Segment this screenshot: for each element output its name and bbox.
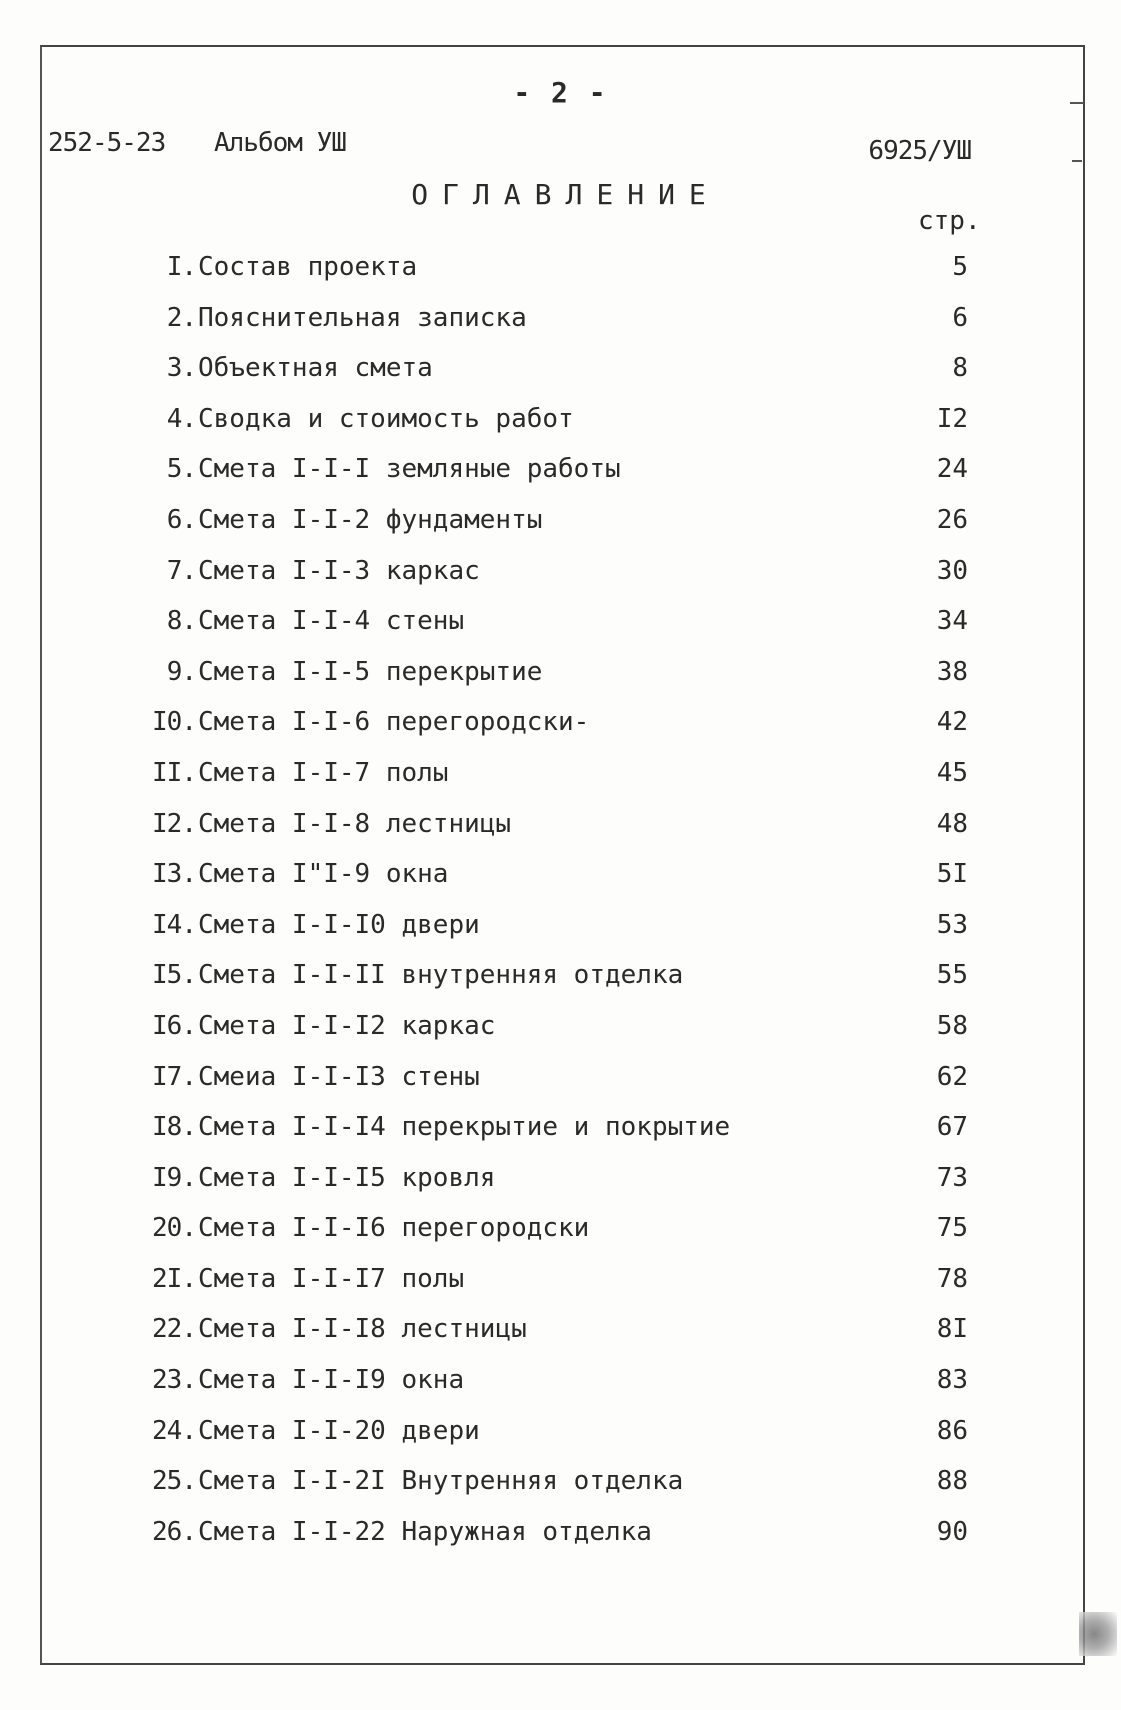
toc-entry-page: 73: [936, 1162, 968, 1193]
toc-entry: [0, 707, 1121, 758]
toc-entry: [0, 252, 1121, 303]
toc-entry: [0, 657, 1121, 708]
toc-entry-title: Смета I-I-5 перекрытие: [198, 656, 543, 687]
toc-entry-number: 24.: [152, 1415, 196, 1446]
toc-entry-number: 23.: [152, 1365, 196, 1396]
margin-tick-right-mid: [1072, 160, 1082, 162]
toc-entry-page: 6: [952, 302, 968, 333]
toc-entry-number: 9.: [166, 656, 196, 687]
toc-entry-title: Смета I-I-I6 перегородски: [198, 1213, 590, 1244]
toc-entry-title: Смета I-I-2I Внутренняя отделка: [198, 1466, 684, 1497]
toc-entry-page: 78: [936, 1263, 968, 1294]
toc-entry-title: Смета I-I-I5 кровля: [198, 1162, 496, 1193]
toc-entry-number: I8.: [152, 1112, 196, 1143]
toc-entry-title: Смета I-I-I9 окна: [198, 1365, 465, 1396]
toc-entry-number: 7.: [166, 555, 196, 586]
series-code: 252-5-23: [48, 128, 166, 158]
toc-entry: [0, 1517, 1121, 1568]
album-label: Альбом УШ: [214, 128, 346, 158]
toc-entry: [0, 454, 1121, 505]
toc-entry-number: 25.: [152, 1466, 196, 1497]
toc-entry-title: Смета I-I-II внутренняя отделка: [198, 960, 684, 991]
toc-entry: [0, 1466, 1121, 1517]
toc-entry-page: 24: [936, 454, 968, 485]
corner-stamp: [1079, 1612, 1117, 1656]
toc-entry-title: Смета I-I-I7 полы: [198, 1263, 465, 1294]
toc-entry-title: Смеиа I-I-I3 стены: [198, 1061, 480, 1092]
toc-entry-page: 86: [936, 1415, 968, 1446]
toc-entry: [0, 404, 1121, 455]
toc-entry: [0, 303, 1121, 354]
toc-entry-number: I4.: [152, 909, 196, 940]
toc-entry-number: 2I.: [152, 1263, 196, 1294]
document-title: ОГЛАВЛЕНИЕ: [411, 178, 720, 211]
page-number: - 2 -: [513, 76, 608, 109]
toc-entry: [0, 556, 1121, 607]
toc-entry-page: 55: [936, 960, 968, 991]
toc-entry-title: Смета I-I-I2 каркас: [198, 1010, 496, 1041]
toc-entry-title: Смета I-I-20 двери: [198, 1415, 480, 1446]
toc-entry-title: Смета I-I-22 Наружная отделка: [198, 1516, 652, 1547]
toc-entry: [0, 960, 1121, 1011]
toc-entry: [0, 1416, 1121, 1467]
toc-entry-page: 53: [936, 909, 968, 940]
toc-entry-title: Смета I-I-I4 перекрытие и покрытие: [198, 1112, 731, 1143]
toc-entry: [0, 1062, 1121, 1113]
toc-entry-title: Смета I-I-I земляные работы: [198, 454, 621, 485]
toc-entry-page: 38: [936, 656, 968, 687]
toc-entry: [0, 1365, 1121, 1416]
table-of-contents: [0, 252, 1121, 1567]
toc-entry-number: 26.: [152, 1516, 196, 1547]
toc-entry: [0, 1163, 1121, 1214]
toc-entry-title: Смета I-I-6 перегородски-: [198, 707, 590, 738]
toc-entry: [0, 606, 1121, 657]
page-column-label: стр.: [918, 206, 981, 236]
toc-entry-page: 83: [936, 1365, 968, 1396]
toc-entry-number: I3.: [152, 859, 196, 890]
toc-entry-title: Сводка и стоимость работ: [198, 403, 574, 434]
toc-entry-number: I6.: [152, 1010, 196, 1041]
toc-entry-number: II.: [152, 757, 196, 788]
toc-entry-title: Смета I-I-I8 лестницы: [198, 1314, 527, 1345]
toc-entry-number: 5.: [166, 454, 196, 485]
toc-entry-page: 90: [936, 1516, 968, 1547]
toc-entry-page: 8: [952, 353, 968, 384]
toc-entry-page: 34: [936, 606, 968, 637]
toc-entry-number: I2.: [152, 808, 196, 839]
toc-entry: [0, 353, 1121, 404]
toc-entry-number: 2.: [166, 302, 196, 333]
toc-entry-page: 67: [936, 1112, 968, 1143]
toc-entry-page: 62: [936, 1061, 968, 1092]
toc-entry: [0, 505, 1121, 556]
toc-entry-page: 26: [936, 504, 968, 535]
toc-entry-title: Смета I-I-3 каркас: [198, 555, 480, 586]
toc-entry-number: I9.: [152, 1162, 196, 1193]
toc-entry-title: Пояснительная записка: [198, 302, 527, 333]
toc-entry: [0, 1264, 1121, 1315]
toc-entry-title: Смета I-I-I0 двери: [198, 909, 480, 940]
toc-entry-number: 20.: [152, 1213, 196, 1244]
toc-entry: [0, 1213, 1121, 1264]
toc-entry: [0, 1011, 1121, 1062]
inventory-code: 6925/УШ: [868, 136, 971, 166]
toc-entry-number: I7.: [152, 1061, 196, 1092]
toc-entry-page: 45: [936, 757, 968, 788]
toc-entry-number: 3.: [166, 353, 196, 384]
toc-entry-page: 42: [936, 707, 968, 738]
toc-entry: [0, 809, 1121, 860]
toc-entry-number: I0.: [152, 707, 196, 738]
toc-entry-title: Смета I-I-2 фундаменты: [198, 504, 543, 535]
toc-entry-number: I5.: [152, 960, 196, 991]
toc-entry: [0, 859, 1121, 910]
toc-entry-number: 22.: [152, 1314, 196, 1345]
toc-entry-page: 88: [936, 1466, 968, 1497]
toc-entry-number: 6.: [166, 504, 196, 535]
toc-entry-number: 4.: [166, 403, 196, 434]
toc-entry: [0, 1314, 1121, 1365]
toc-entry-page: 30: [936, 555, 968, 586]
toc-entry-title: Смета I-I-7 полы: [198, 757, 449, 788]
toc-entry-title: Смета I"I-9 окна: [198, 859, 449, 890]
toc-entry: [0, 910, 1121, 961]
toc-entry: [0, 1112, 1121, 1163]
toc-entry-page: 58: [936, 1010, 968, 1041]
toc-entry-page: 5: [952, 252, 968, 282]
toc-entry-number: 8.: [166, 606, 196, 637]
toc-entry: [0, 758, 1121, 809]
toc-entry-number: I.: [166, 252, 196, 282]
toc-entry-title: Смета I-I-8 лестницы: [198, 808, 512, 839]
toc-entry-page: I2: [936, 403, 968, 434]
toc-entry-page: 48: [936, 808, 968, 839]
toc-entry-title: Состав проекта: [198, 252, 418, 282]
toc-entry-page: 8I: [936, 1314, 968, 1345]
toc-entry-page: 75: [936, 1213, 968, 1244]
toc-entry-title: Объектная смета: [198, 353, 433, 384]
toc-entry-page: 5I: [936, 859, 968, 890]
toc-entry-title: Смета I-I-4 стены: [198, 606, 465, 637]
